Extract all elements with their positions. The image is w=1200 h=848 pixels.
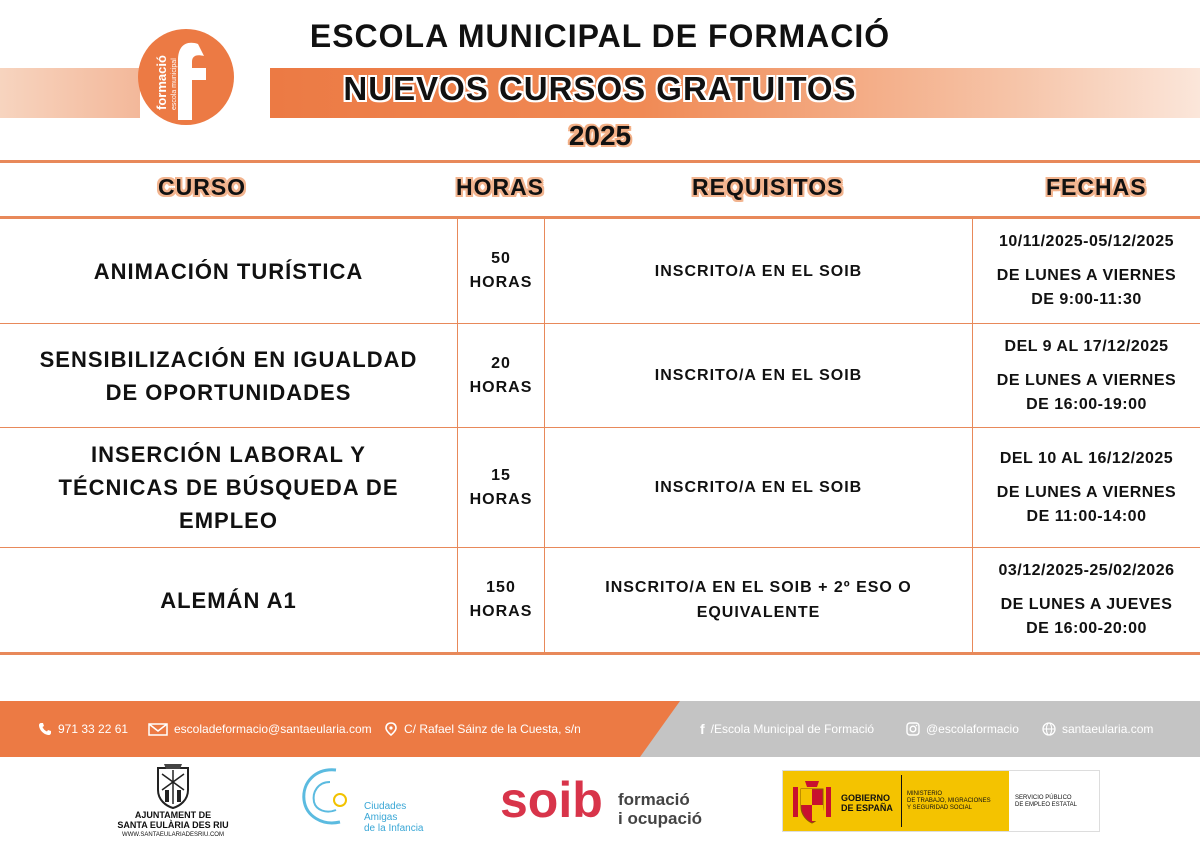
horas-value: 150 <box>486 579 516 596</box>
year-label: 2025 <box>568 120 632 151</box>
instagram-link[interactable] <box>906 701 1019 757</box>
ciudades-amigas-icon <box>296 762 356 832</box>
ciudades-line: de la Infancia <box>364 823 424 834</box>
spain-coat-of-arms-icon <box>789 777 835 825</box>
facebook-link[interactable] <box>700 701 874 757</box>
table-row-1-curso <box>0 219 457 323</box>
curso-line: SENSIBILIZACIÓN EN IGUALDAD <box>39 346 418 372</box>
fecha-horario: DE 16:00-20:00 <box>1026 620 1147 637</box>
ministerio-line: MINISTERIO <box>907 791 943 797</box>
contact-address <box>384 701 581 757</box>
requisito-line: INSCRITO/A EN EL SOIB <box>654 367 863 384</box>
soib-line: formació <box>618 790 690 809</box>
table-row-1-fechas <box>973 219 1200 323</box>
table-row-2-fechas <box>973 324 1200 427</box>
email-text: escoladeformacio@santaeularia.com <box>174 722 372 736</box>
table-row-3-curso <box>0 428 457 547</box>
fecha-rango: DEL 9 AL 17/12/2025 <box>1004 337 1169 355</box>
curso-line: DE OPORTUNIDADES <box>105 379 352 405</box>
ministerio-text <box>907 791 991 812</box>
requisito-line: INSCRITO/A EN EL SOIB <box>654 479 863 496</box>
page-title: ESCOLA MUNICIPAL DE FORMACIÓ <box>309 18 891 54</box>
fecha-rango: DEL 10 AL 16/12/2025 <box>999 449 1174 467</box>
ciudades-amigas-text <box>364 801 424 834</box>
horas-unit: HORAS <box>469 378 533 396</box>
gobierno-line: DE ESPAÑA <box>841 803 893 813</box>
phone-text: 971 33 22 61 <box>58 722 129 736</box>
logo-text: formació <box>154 55 169 110</box>
fecha-rango: 03/12/2025-25/02/2026 <box>998 562 1175 579</box>
page-subtitle: NUEVOS CURSOS GRATUITOS <box>343 70 857 107</box>
logo-subtext: escola municipal <box>171 58 178 110</box>
sepe-line: SERVICIO PÚBLICO <box>1015 795 1072 801</box>
column-header-curso: CURSO <box>158 174 247 200</box>
curso-line: ALEMÁN A1 <box>160 587 297 613</box>
fecha-horario: DE 9:00-11:30 <box>1031 291 1142 308</box>
gobierno-text <box>841 793 893 813</box>
soib-line: i ocupació <box>618 809 703 828</box>
header-divider <box>0 160 1200 163</box>
location-pin-icon <box>384 722 398 736</box>
fecha-horario: DE 11:00-14:00 <box>1026 507 1147 525</box>
table-row-2-horas <box>458 324 544 427</box>
table-row-4-curso <box>0 548 457 652</box>
horas-value: 20 <box>491 354 511 372</box>
curso-line: TÉCNICAS DE BÚSQUEDA DE <box>58 475 399 500</box>
ajuntament-crest-icon <box>148 760 198 810</box>
instagram-text: @escolaformacio <box>926 722 1019 736</box>
requisito-line: INSCRITO/A EN EL SOIB + 2º ESO O <box>605 579 912 596</box>
table-row-1-horas <box>458 219 544 323</box>
requisito-line: INSCRITO/A EN EL SOIB <box>654 262 863 280</box>
table-row-4-fechas <box>973 548 1200 652</box>
email-icon <box>148 722 168 736</box>
ciudades-line: Ciudades <box>364 801 407 812</box>
facebook-icon: f <box>700 721 705 737</box>
table-row-1-requisitos <box>545 219 972 323</box>
table-row-4-horas <box>458 548 544 652</box>
fecha-rango: 10/11/2025-05/12/2025 <box>998 233 1175 250</box>
column-header-requisitos: REQUISITOS <box>692 174 844 200</box>
fecha-dias: DE LUNES A JUEVES <box>1000 596 1173 613</box>
ajuntament-web: WWW.SANTAEULARIADESRIU.COM <box>122 832 224 838</box>
horas-unit: HORAS <box>469 490 533 508</box>
fecha-dias: DE LUNES A VIERNES <box>996 371 1177 389</box>
column-header-fechas: FECHAS <box>1046 174 1147 200</box>
ajuntament-line: AJUNTAMENT DE <box>134 810 212 820</box>
phone-icon <box>38 722 52 736</box>
horas-unit: HORAS <box>469 603 533 620</box>
table-row-3-horas <box>458 428 544 547</box>
table-row-2-curso <box>0 324 457 427</box>
table-row-4-requisitos <box>545 548 972 652</box>
website-link[interactable] <box>1042 701 1153 757</box>
fecha-dias: DE LUNES A VIERNES <box>996 267 1177 284</box>
fecha-dias: DE LUNES A VIERNES <box>996 483 1177 501</box>
instagram-icon <box>906 722 920 736</box>
ciudades-line: Amigas <box>364 812 398 823</box>
globe-icon <box>1042 722 1056 736</box>
column-header-horas: HORAS <box>456 174 545 200</box>
gobierno-line: GOBIERNO <box>841 793 891 803</box>
ajuntament-logo-text <box>100 810 246 840</box>
curso-line: EMPLEO <box>179 508 278 533</box>
horas-unit: HORAS <box>469 274 533 291</box>
contact-email[interactable] <box>148 701 372 757</box>
logo-divider <box>901 775 902 827</box>
gobierno-espana-logo <box>782 770 1100 832</box>
ministerio-line: Y SEGURIDAD SOCIAL <box>907 805 972 811</box>
table-row-3-requisitos <box>545 428 972 547</box>
ministerio-line: DE TRABAJO, MIGRACIONES <box>907 798 991 804</box>
facebook-text: /Escola Municipal de Formació <box>710 722 875 736</box>
table-bottom-rule <box>0 652 1200 655</box>
curso-line: INSERCIÓN LABORAL Y <box>91 442 366 467</box>
table-row-2-requisitos <box>545 324 972 427</box>
horas-value: 15 <box>491 466 511 484</box>
requisito-line: EQUIVALENTE <box>696 604 821 621</box>
contact-phone[interactable] <box>38 701 128 757</box>
website-text: santaeularia.com <box>1062 722 1154 736</box>
address-text: C/ Rafael Sáinz de la Cuesta, s/n <box>404 722 581 736</box>
curso-line: ANIMACIÓN TURÍSTICA <box>93 258 364 284</box>
sepe-text <box>1015 795 1077 809</box>
soib-tagline <box>618 790 702 828</box>
soib-logo: soib <box>500 772 603 828</box>
sepe-line: DE EMPLEO ESTATAL <box>1015 802 1078 808</box>
horas-value: 50 <box>491 250 511 267</box>
ajuntament-line: SANTA EULÀRIA DES RIU <box>117 820 229 830</box>
table-row-3-fechas <box>973 428 1200 547</box>
fecha-horario: DE 16:00-19:00 <box>1026 395 1147 413</box>
